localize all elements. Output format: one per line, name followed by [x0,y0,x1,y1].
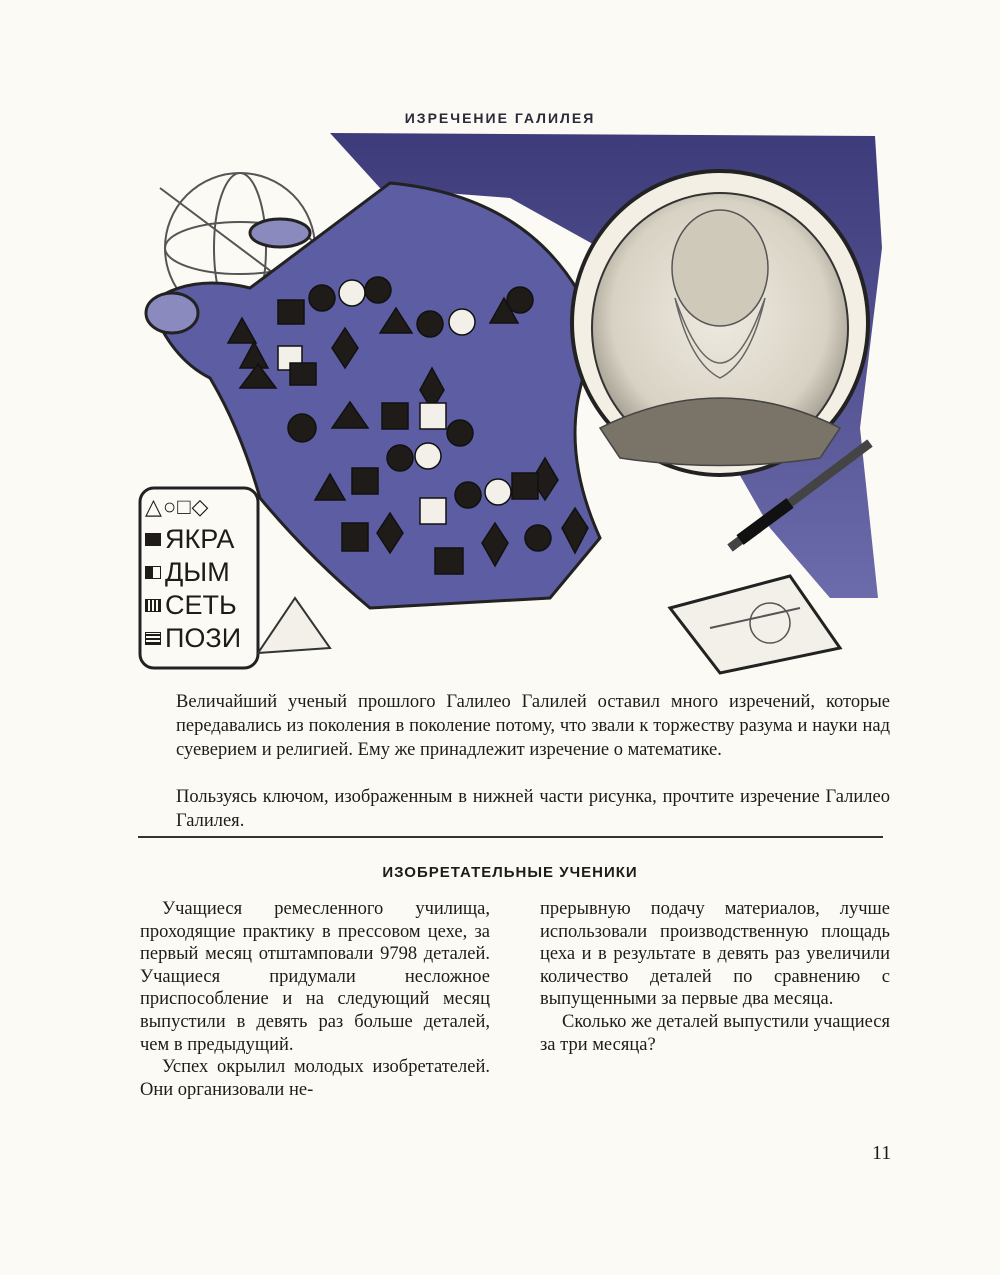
key-row: ДЫМ [145,556,255,589]
students-column-left [140,898,490,1101]
geometry-book [670,576,840,673]
set-square [258,598,330,653]
rect-half-glyph [145,566,161,579]
rect-hstripe-glyph [145,632,161,645]
key-row: ПОЗИ [145,622,255,655]
students-col1-p1: Учащиеся ремесленного училища, проходящие практику в прессовом цехе, за первый месяц отштамповали 9798 деталей. Учащиеся придумали несложное приспособление и на следующий месяц выпустили в девять раз больше деталей, чем в предыдущий. [140,899,490,1055]
scroll-roll-top [250,219,310,247]
section-divider [138,836,883,838]
cipher-key [145,490,255,655]
rect-vstripe-glyph [145,599,161,612]
rect-black-glyph [145,533,161,546]
students-title: ИЗОБРЕТАТЕЛЬНЫЕ УЧЕНИКИ [382,864,638,881]
key-row: ЯКРА [145,523,255,556]
galileo-paragraph-1: Величайший ученый прошлого Галилео Галилей оставил много изречений, которые передавались из поколения в поколение потому, что звали к торжеству разума и науки над суеверием и религией. Ему же принадлежит изречение о математике. [176,692,890,760]
students-col2-p1: прерывную подачу материалов, лучше использовали производственную площадь цеха и в результате в девять раз увеличили количество деталей по сравнению с выпущенными за первые два месяца. [540,899,890,1010]
galileo-paragraph-2: Пользуясь ключом, изображенным в нижней части рисунка, прочтите изречение Галилео Галилея. [176,787,890,831]
key-symbols-row: △○□◇ [145,494,210,519]
students-col2-p2: Сколько же деталей выпустили учащиеся за три месяца? [540,1011,890,1055]
scroll-roll-left [146,293,198,333]
galileo-title: ИЗРЕЧЕНИЕ ГАЛИЛЕЯ [404,110,596,126]
students-col1-p2: Успех окрылил молодых изобретателей. Они организовали не- [140,1057,490,1100]
key-row: СЕТЬ [145,589,255,622]
students-column-right [540,898,890,1056]
galileo-portrait [572,171,868,475]
page-number: 11 [872,1142,892,1164]
